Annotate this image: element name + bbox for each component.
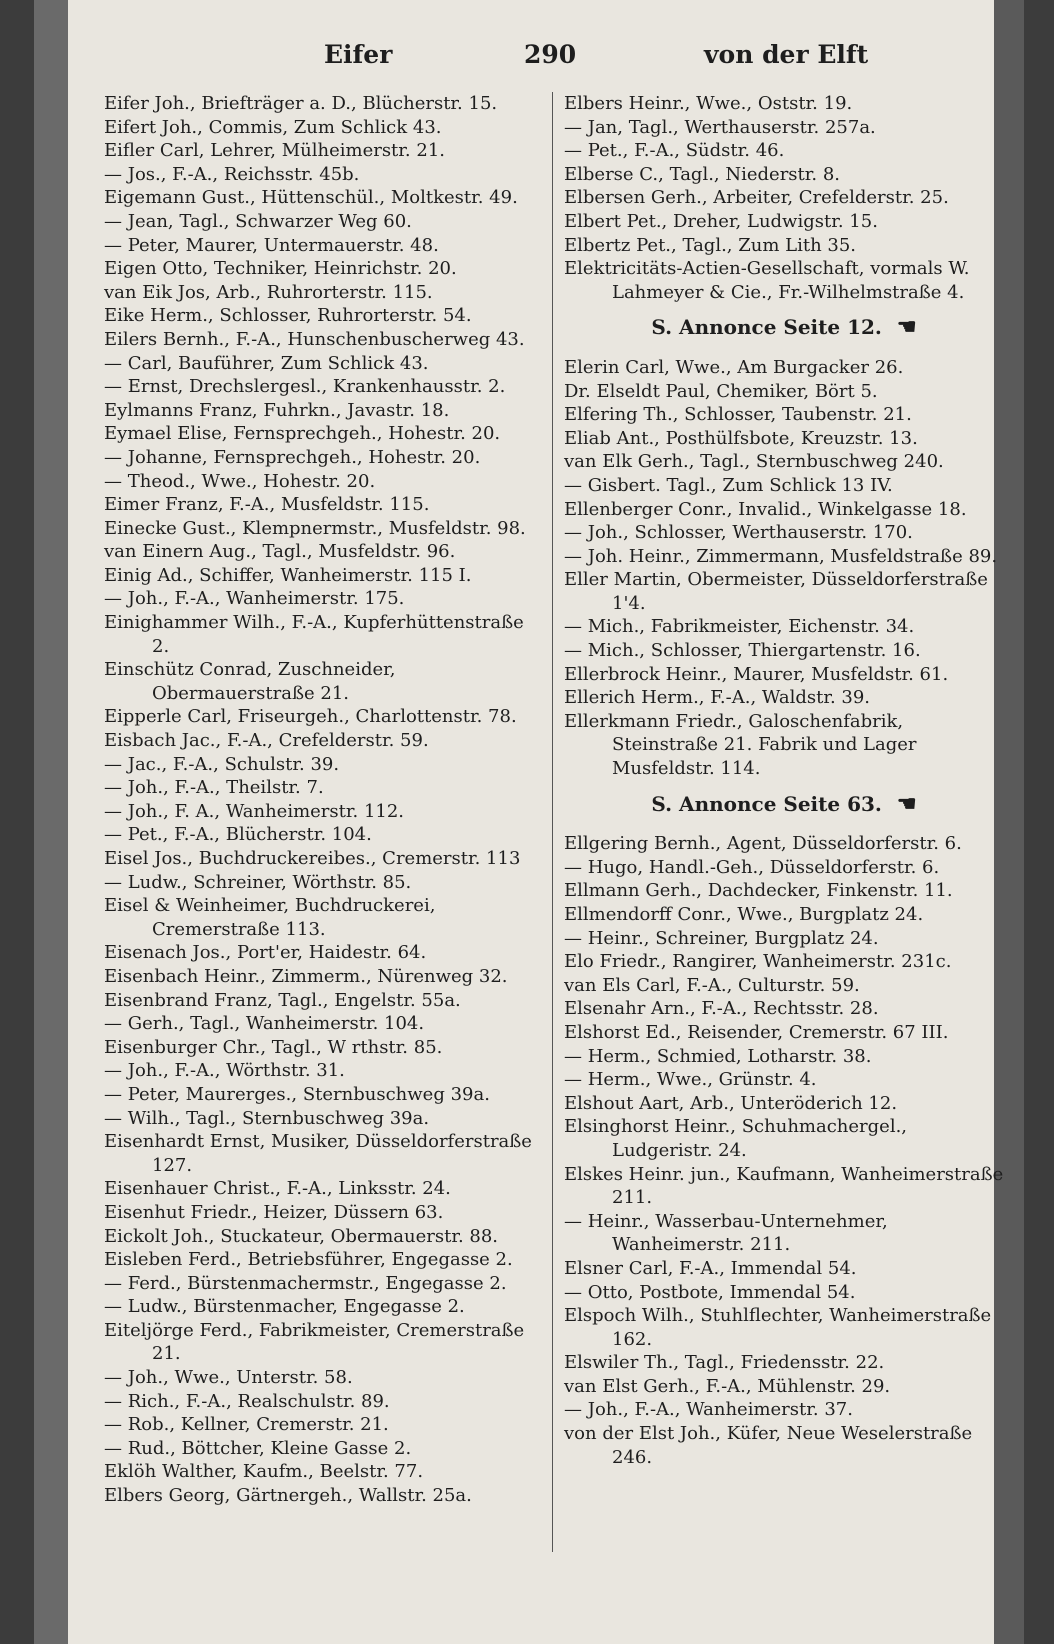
directory-entry: van Els Carl, F.-A., Culturstr. 59. [564, 974, 860, 996]
directory-entry: Ellerbrock Heinr., Maurer, Musfeldstr. 61. [564, 663, 949, 685]
page-number: 290 [524, 40, 577, 69]
directory-entry: Elektricitäts-Actien-Gesellschaft, vormals W. Lahmeyer & Cie., Fr.-Wilhelmstraße 4. [564, 258, 970, 303]
directory-entry: — Ludw., Bürstenmacher, Engegasse 2. [104, 1296, 465, 1318]
directory-entry: Eklöh Walther, Kaufm., Beelstr. 77. [104, 1461, 424, 1483]
directory-entry: Elsner Carl, F.-A., Immendal 54. [564, 1257, 857, 1279]
directory-entry: Eifler Carl, Lehrer, Mülheimerstr. 21. [104, 140, 445, 162]
right-column-part-a [564, 92, 1004, 304]
directory-entry: — Ludw., Schreiner, Wörthstr. 85. [104, 871, 412, 893]
directory-entry: Eifert Joh., Commis, Zum Schlick 43. [104, 116, 442, 138]
directory-entry: Eilers Bernh., F.-A., Hunschenbuscherweg 43. [104, 328, 525, 350]
directory-entry: — Joh., F.-A., Wanheimerstr. 175. [104, 588, 405, 610]
directory-entry: — Jean, Tagl., Schwarzer Weg 60. [104, 210, 412, 232]
directory-entry: — Joh. Heinr., Zimmermann, Musfeldstraße 89. [564, 545, 998, 567]
directory-entry: Ellerkmann Friedr., Galoschenfabrik, Steinstraße 21. Fabrik und Lager Musfeldstr. 114. [564, 710, 917, 780]
directory-entry: Elbers Georg, Gärtnergeh., Wallstr. 25a. [104, 1485, 472, 1507]
annonce-1-text: S. Annonce Seite 12. [651, 315, 882, 340]
left-column [104, 92, 544, 1508]
directory-entry: — Peter, Maurerges., Sternbuschweg 39a. [104, 1083, 490, 1105]
directory-entry: — Gisbert. Tagl., Zum Schlick 13 IV. [564, 474, 893, 496]
directory-entry: — Joh., Schlosser, Werthauserstr. 170. [564, 522, 913, 544]
directory-entry: — Rich., F.-A., Realschulstr. 89. [104, 1390, 390, 1412]
directory-entry: Elskes Heinr. jun., Kaufmann, Wanheimerstraße 211. [564, 1163, 1004, 1209]
directory-entry: — Wilh., Tagl., Sternbuschweg 39a. [104, 1107, 430, 1129]
directory-entry: Eisenhardt Ernst, Musiker, Düsseldorferstraße 127. [104, 1131, 532, 1176]
directory-entry: Ellmendorff Conr., Wwe., Burgplatz 24. [564, 904, 924, 925]
directory-entry: Elswiler Th., Tagl., Friedensstr. 22. [564, 1352, 885, 1374]
directory-entry: Elbert Pet., Dreher, Ludwigstr. 15. [564, 210, 878, 232]
directory-entry: Elberse C., Tagl., Niederstr. 8. [564, 163, 841, 185]
directory-entry: — Herm., Wwe., Grünstr. 4. [564, 1069, 817, 1091]
directory-entry: Eisel & Weinheimer, Buchdruckerei, Cremerstraße 113. [104, 895, 436, 940]
directory-entry: Elbersen Gerh., Arbeiter, Crefelderstr. 25. [564, 187, 949, 209]
directory-entry: Eller Martin, Obermeister, Düsseldorferstraße 1'4. [564, 569, 988, 614]
directory-entry: Eipperle Carl, Friseurgeh., Charlottenstr. 78. [104, 706, 517, 728]
directory-entry: Eisenhauer Christ., F.-A., Linksstr. 24. [104, 1178, 451, 1200]
annonce-1 [564, 316, 1004, 340]
directory-entry: — Joh., F. A., Wanheimerstr. 112. [104, 800, 405, 822]
page [34, 0, 1024, 1644]
directory-entry: van Eik Jos, Arb., Ruhrorterstr. 115. [104, 281, 433, 303]
directory-entry: Elo Friedr., Rangirer, Wanheimerstr. 231c. [564, 951, 952, 973]
directory-entry: Ellmann Gerh., Dachdecker, Finkenstr. 11. [564, 880, 953, 902]
directory-entry: Eylmanns Franz, Fuhrkn., Javastr. 18. [104, 399, 450, 421]
directory-entry: Einighammer Wilh., F.-A., Kupferhüttenstraße 2. [104, 612, 524, 657]
directory-entry: — Herm., Schmied, Lotharstr. 38. [564, 1045, 872, 1067]
directory-entry: Eigemann Gust., Hüttenschül., Moltkestr. 49. [104, 187, 518, 209]
directory-entry: Eisel Jos., Buchdruckereibes., Cremerstr. 113 [104, 848, 521, 869]
directory-entry: Eisbach Jac., F.-A., Crefelderstr. 59. [104, 730, 429, 752]
directory-entry: Eiteljörge Ferd., Fabrikmeister, Cremerstraße 21. [104, 1319, 525, 1365]
directory-entry: van Einern Aug., Tagl., Musfeldstr. 96. [104, 541, 456, 563]
directory-entry: — Theod., Wwe., Hohestr. 20. [104, 470, 376, 492]
directory-entry: Dr. Elseldt Paul, Chemiker, Bört 5. [564, 380, 878, 402]
directory-entry: Ellerich Herm., F.-A., Waldstr. 39. [564, 687, 871, 709]
directory-entry: Einig Ad., Schiffer, Wanheimerstr. 115 I. [104, 564, 472, 586]
directory-entry: — Jos., F.-A., Reichsstr. 45b. [104, 163, 360, 185]
directory-entry: — Hugo, Handl.-Geh., Düsseldorferstr. 6. [564, 856, 940, 878]
directory-entry: Eickolt Joh., Stuckateur, Obermauerstr. 88. [104, 1225, 499, 1247]
directory-entry: — Mich., Schlosser, Thiergartenstr. 16. [564, 640, 921, 662]
directory-entry: — Pet., F.-A., Südstr. 46. [564, 140, 785, 162]
directory-entry: Ellgering Bernh., Agent, Düsseldorferstr. 6. [564, 833, 962, 855]
directory-entry: Eisenach Jos., Port'er, Haidestr. 64. [104, 942, 427, 964]
directory-entry: Eigen Otto, Techniker, Heinrichstr. 20. [104, 258, 457, 280]
directory-entry: Eisenbrand Franz, Tagl., Engelstr. 55a. [104, 989, 461, 1011]
directory-entry: — Carl, Bauführer, Zum Schlick 43. [104, 352, 429, 374]
directory-entry: Eisenburger Chr., Tagl., W rthstr. 85. [104, 1036, 443, 1058]
directory-entry: Elbertz Pet., Tagl., Zum Lith 35. [564, 234, 857, 256]
directory-entry: Eisenbach Heinr., Zimmerm., Nürenweg 32. [104, 965, 508, 987]
directory-entry: Einschütz Conrad, Zuschneider, Obermauerstraße 21. [104, 659, 396, 704]
directory-entry: — Joh., Wwe., Unterstr. 58. [104, 1367, 353, 1389]
directory-entry: Elshorst Ed., Reisender, Cremerstr. 67 III. [564, 1021, 949, 1043]
directory-entry: — Joh., F.-A., Theilstr. 7. [104, 777, 324, 799]
directory-entry: — Rud., Böttcher, Kleine Gasse 2. [104, 1437, 412, 1459]
directory-entry: Eisenhut Friedr., Heizer, Düssern 63. [104, 1201, 444, 1223]
directory-entry: Elsinghorst Heinr., Schuhmachergel., Ludgeristr. 24. [564, 1116, 908, 1161]
directory-entry: — Mich., Fabrikmeister, Eichenstr. 34. [564, 616, 915, 638]
column-divider [552, 92, 553, 1552]
directory-entry: — Jac., F.-A., Schulstr. 39. [104, 753, 340, 775]
annonce-2-text: S. Annonce Seite 63. [651, 791, 882, 816]
directory-entry: Eifer Joh., Briefträger a. D., Blücherstr. 15. [104, 93, 498, 114]
directory-entry: Elshout Aart, Arb., Unteröderich 12. [564, 1092, 898, 1114]
pointing-hand-icon: ☚ [896, 314, 917, 341]
directory-entry: — Pet., F.-A., Blücherstr. 104. [104, 824, 372, 846]
directory-entry: Elspoch Wilh., Stuhlflechter, Wanheimerstraße 162. [564, 1305, 992, 1350]
header-right-word: von der Elft [704, 40, 869, 69]
directory-entry: — Ferd., Bürstenmachermstr., Engegasse 2. [104, 1272, 507, 1294]
directory-entry: — Rob., Kellner, Cremerstr. 21. [104, 1414, 389, 1436]
directory-entry: Elerin Carl, Wwe., Am Burgacker 26. [564, 356, 904, 378]
directory-entry: van Elst Gerh., F.-A., Mühlenstr. 29. [564, 1375, 891, 1397]
directory-entry: — Jan, Tagl., Werthauserstr. 257a. [564, 116, 876, 138]
scan-edge-left [34, 0, 68, 1644]
directory-entry: — Johanne, Fernsprechgeh., Hohestr. 20. [104, 446, 481, 468]
directory-entry: van Elk Gerh., Tagl., Sternbuschweg 240. [564, 451, 944, 473]
pointing-hand-icon: ☚ [896, 790, 917, 817]
directory-entry: — Joh., F.-A., Wanheimerstr. 37. [564, 1399, 853, 1421]
directory-entry: — Peter, Maurer, Untermauerstr. 48. [104, 234, 439, 256]
directory-entry: — Ernst, Drechslergesl., Krankenhausstr. 2. [104, 376, 506, 398]
right-column-part-c [564, 832, 1004, 1469]
directory-entry: von der Elst Joh., Küfer, Neue Weselerstraße 246. [564, 1423, 973, 1468]
directory-entry: Ellenberger Conr., Invalid., Winkelgasse 18. [564, 498, 967, 520]
directory-entry: Eymael Elise, Fernsprechgeh., Hohestr. 20. [104, 423, 501, 445]
annonce-2 [564, 790, 1004, 817]
right-column [564, 92, 1004, 1469]
page-header [34, 40, 1024, 80]
directory-entry: — Heinr., Schreiner, Burgplatz 24. [564, 927, 879, 949]
directory-entry: Eliab Ant., Posthülfsbote, Kreuzstr. 13. [564, 427, 918, 449]
directory-entry: — Gerh., Tagl., Wanheimerstr. 104. [104, 1013, 425, 1035]
right-column-part-b [564, 356, 1004, 781]
directory-entry: Eisleben Ferd., Betriebsführer, Engegasse 2. [104, 1249, 513, 1271]
directory-entry: Elbers Heinr., Wwe., Oststr. 19. [564, 93, 853, 114]
directory-entry: — Heinr., Wasserbau-Unternehmer, Wanheimerstr. 211. [564, 1210, 888, 1256]
directory-entry: Elsenahr Arn., F.-A., Rechtsstr. 28. [564, 998, 879, 1020]
header-left-word: Eifer [324, 40, 393, 69]
directory-entry: Eimer Franz, F.-A., Musfeldstr. 115. [104, 494, 430, 516]
directory-entry: Eike Herm., Schlosser, Ruhrorterstr. 54. [104, 305, 472, 327]
directory-entry: — Joh., F.-A., Wörthstr. 31. [104, 1060, 345, 1082]
directory-entry: Elfering Th., Schlosser, Taubenstr. 21. [564, 404, 912, 426]
directory-entry: — Otto, Postbote, Immendal 54. [564, 1281, 856, 1303]
directory-entry: Einecke Gust., Klempnermstr., Musfeldstr. 98. [104, 517, 526, 539]
